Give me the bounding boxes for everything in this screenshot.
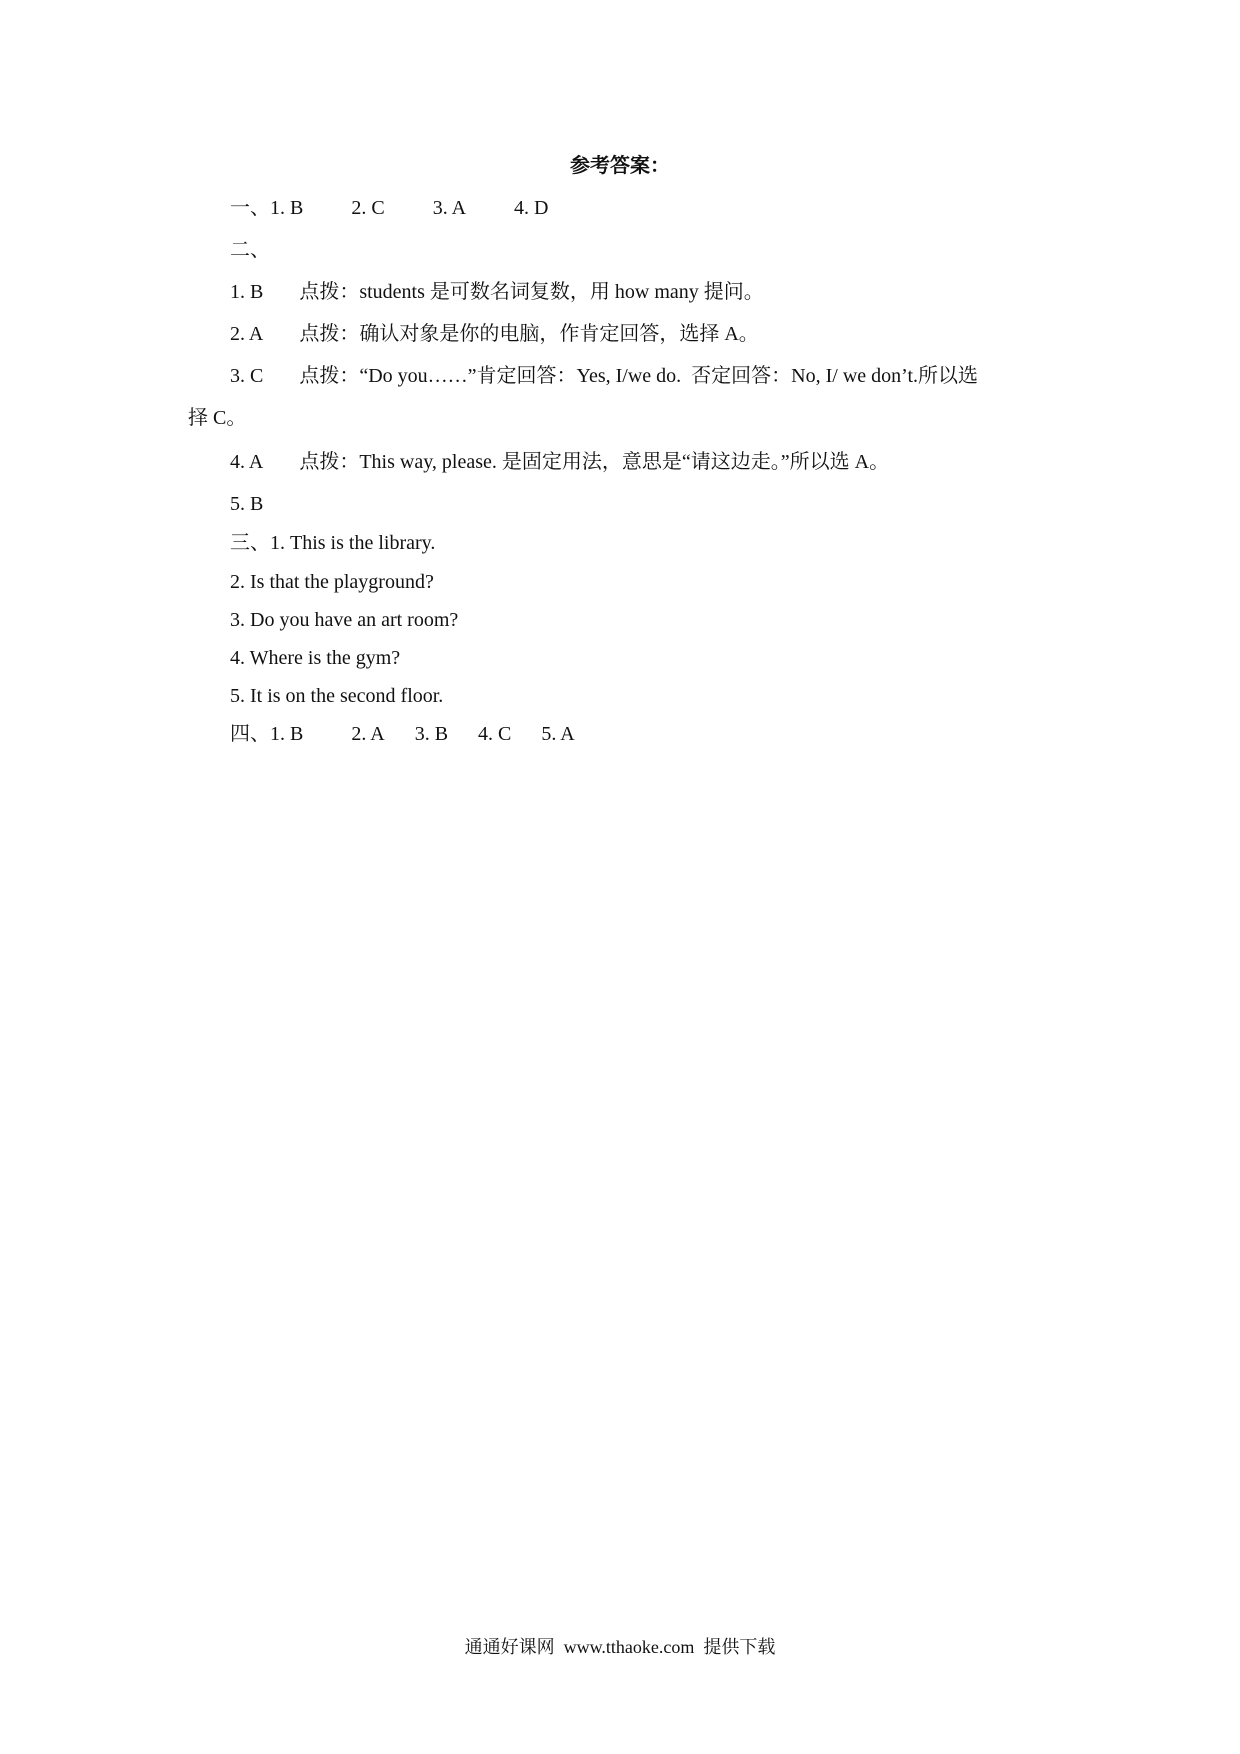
section4-answer-4: 4. C [478, 723, 512, 745]
section2-prefix: 二、 [230, 239, 270, 261]
section1-answers [230, 196, 548, 220]
section1-prefix: 一、 [230, 197, 270, 219]
section2-item-4-note: 点拨：This way, please. 是固定用法，意思是“请这边走。”所以选 A。 [299, 451, 890, 473]
section2-item-5-num: 5. B [230, 493, 264, 515]
section4-answers [230, 722, 575, 746]
page-footer: 通通好课网 www.tthaoke.com 提供下载 [464, 1637, 776, 1657]
section2-item-4-num: 4. A [230, 451, 264, 473]
section2-item-1-note: 点拨：students 是可数名词复数，用 how many 提问。 [299, 281, 764, 303]
section2-item-5 [230, 492, 263, 516]
section2-item-2-note: 点拨：确认对象是你的电脑，作肯定回答，选择 A。 [299, 323, 759, 345]
section2-item-3 [230, 364, 978, 388]
section1-answer-2: 2. C [351, 197, 385, 219]
section4-answer-3: 3. B [414, 723, 449, 745]
section1-answer-3: 3. A [432, 197, 467, 219]
section3-sentence-1 [230, 531, 435, 555]
section2-item-2-num: 2. A [230, 323, 264, 345]
section3-sentence-5: 5. It is on the second floor. [230, 685, 444, 707]
section4-answer-5: 5. A [541, 723, 575, 745]
section2-item-4 [230, 450, 889, 474]
section2-item-3-num: 3. C [230, 365, 264, 387]
section4-prefix: 四、 [230, 723, 270, 745]
section3-sentence-3: 3. Do you have an art room? [230, 609, 459, 631]
section3-sentence-1-text: 1. This is the library. [270, 532, 436, 554]
section2-item-3-note: 点拨：“Do you……”肯定回答：Yes, I/we do. 否定回答：No, I/ we don’t.所以选 [299, 365, 979, 387]
section1-answer-4: 4. D [514, 197, 549, 219]
section1-answer-1: 1. B [270, 197, 304, 219]
section3-sentence-2: 2. Is that the playground? [230, 571, 434, 593]
section2-item-3-note-cont: 择 C。 [188, 407, 247, 429]
page-title: 参考答案： [570, 153, 670, 177]
section3-prefix: 三、 [230, 532, 270, 554]
section4-answer-1: 1. B [270, 723, 304, 745]
section3-sentence-4: 4. Where is the gym? [230, 647, 401, 669]
section4-answer-2: 2. A [351, 723, 385, 745]
section2-item-2 [230, 322, 759, 346]
section2-item-1 [230, 280, 764, 304]
section2-item-1-num: 1. B [230, 281, 264, 303]
